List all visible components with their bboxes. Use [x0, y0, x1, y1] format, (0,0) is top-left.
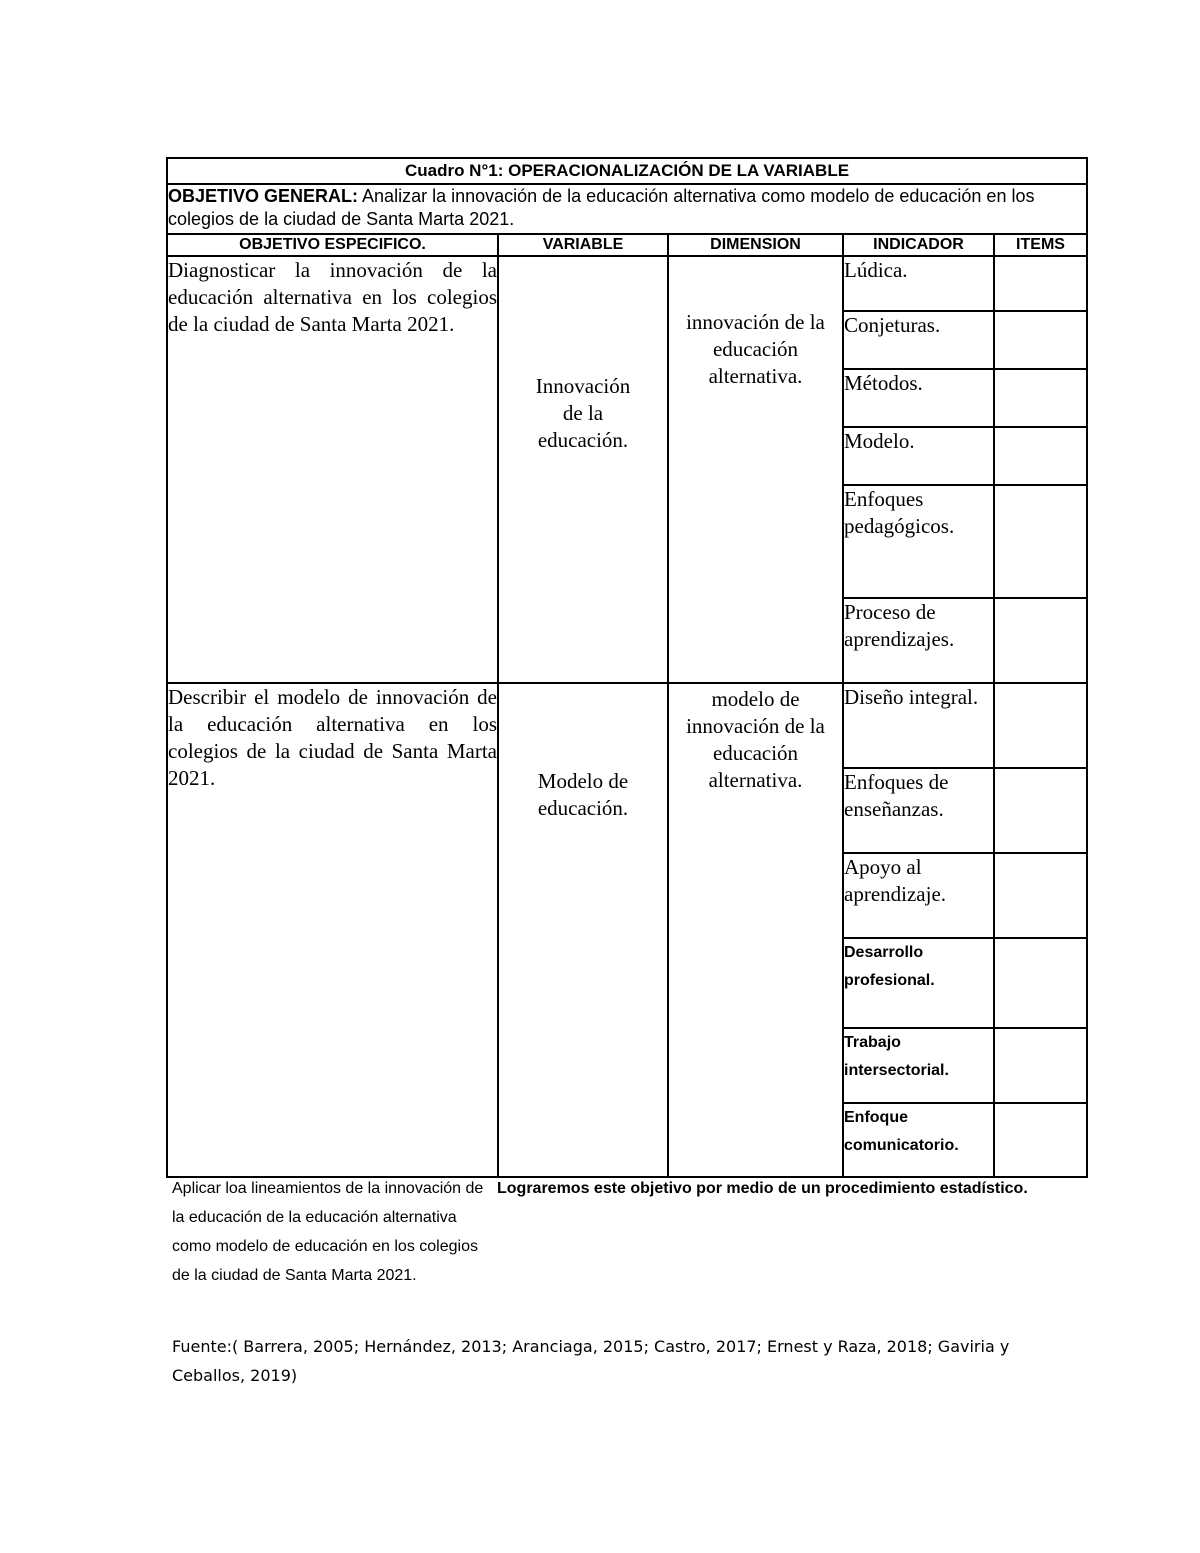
table-title: Cuadro N°1: OPERACIONALIZACIÓN DE LA VARIABLE [167, 158, 1087, 184]
items-cell[interactable] [994, 1028, 1087, 1103]
objective-cell: Describir el modelo de innovación de la educación alternativa en los colegios de la ciudad de Santa Marta 2021. [167, 683, 498, 1177]
indicator-cell: Enfoques pedagógicos. [843, 485, 994, 598]
table-header-row [167, 234, 1087, 256]
header-dimension: DIMENSION [668, 234, 843, 256]
items-cell[interactable] [994, 683, 1087, 768]
indicator-cell: Modelo. [843, 427, 994, 485]
items-cell[interactable] [994, 311, 1087, 369]
indicator-cell: Conjeturas. [843, 311, 994, 369]
items-cell[interactable] [994, 598, 1087, 683]
dimension-cell [668, 256, 843, 683]
dimension-text: innovación de la educación alternativa. [686, 310, 825, 388]
dimension-text: modelo de innovación de la educación alternativa. [686, 687, 825, 792]
third-objective-note: Lograremos este objetivo por medio de un procedimiento estadístico. [497, 1180, 1028, 1197]
header-indicator: INDICADOR [843, 234, 994, 256]
indicator-cell: Métodos. [843, 369, 994, 427]
indicator-cell: Enfoque comunicatorio. [843, 1103, 994, 1177]
table-row [167, 683, 1087, 768]
variable-cell [498, 683, 668, 1177]
items-cell[interactable] [994, 427, 1087, 485]
indicator-cell: Trabajo intersectorial. [843, 1028, 994, 1103]
indicator-cell: Enfoques de enseñanzas. [843, 768, 994, 853]
indicator-cell: Diseño integral. [843, 683, 994, 768]
general-objective-label: OBJETIVO GENERAL: [168, 186, 359, 206]
dimension-cell [668, 683, 843, 1177]
indicator-cell: Apoyo al aprendizaje. [843, 853, 994, 938]
indicator-cell: Lúdica. [843, 256, 994, 311]
header-objective: OBJETIVO ESPECIFICO. [167, 234, 498, 256]
items-cell[interactable] [994, 853, 1087, 938]
items-cell[interactable] [994, 485, 1087, 598]
general-objective-text: Analizar la innovación de la educación alternativa como modelo de educación en los colegios de la ciudad de Santa Marta 2021. [168, 186, 1035, 229]
source-citation: Fuente:( Barrera, 2005; Hernández, 2013; Aranciaga, 2015; Castro, 2017; Ernest y Raza, 2018; Gaviria y Ceballos, 2019) [172, 1337, 1010, 1385]
items-cell[interactable] [994, 938, 1087, 1028]
header-variable: VARIABLE [498, 234, 668, 256]
variable-text: Modelo de educación. [537, 769, 629, 820]
general-objective [167, 184, 1087, 234]
table-row [167, 256, 1087, 311]
objective-cell: Diagnosticar la innovación de la educación alternativa en los colegios de la ciudad de Santa Marta 2021. [167, 256, 498, 683]
header-items: ITEMS [994, 234, 1087, 256]
indicator-cell: Proceso de aprendizajes. [843, 598, 994, 683]
variable-text: Innovación de la educación. [535, 374, 631, 452]
items-cell[interactable] [994, 768, 1087, 853]
items-cell[interactable] [994, 1103, 1087, 1177]
items-cell[interactable] [994, 256, 1087, 311]
third-objective-text: Aplicar loa lineamientos de la innovación de la educación de la educación alternativa como modelo de educación en los colegios de la ciudad de Santa Marta 2021. [172, 1180, 484, 1284]
variable-cell [498, 256, 668, 683]
operationalization-table [166, 157, 1088, 1178]
indicator-cell: Desarrollo profesional. [843, 938, 994, 1028]
items-cell[interactable] [994, 369, 1087, 427]
